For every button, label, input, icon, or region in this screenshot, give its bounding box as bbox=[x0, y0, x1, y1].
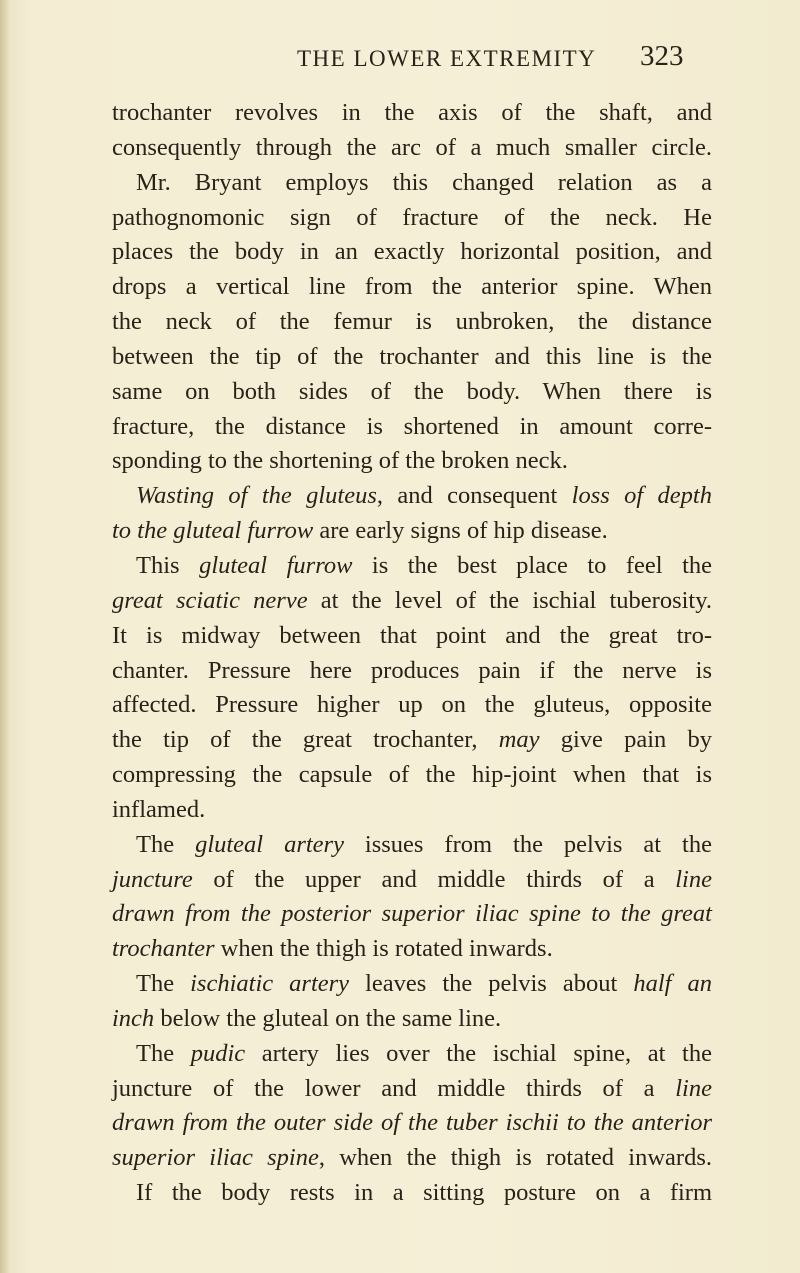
text-run: , and consequent bbox=[376, 482, 572, 510]
text-line: pathognomonic sign of fracture of the neck. He bbox=[112, 203, 712, 231]
italic-term: pudic bbox=[190, 1039, 246, 1067]
italic-term: drawn from the posterior superior iliac spine to the great bbox=[112, 900, 712, 928]
text-line: If the body rests in a sitting posture on a firm bbox=[136, 1179, 712, 1207]
text-run: The bbox=[136, 1039, 191, 1067]
italic-term: drawn from the outer side of the tuber ischii to the anterior bbox=[112, 1109, 712, 1137]
italic-term: Wasting of the gluteus bbox=[136, 482, 377, 510]
text-line bbox=[112, 1106, 712, 1141]
text-line bbox=[112, 967, 712, 1002]
italic-term: gluteal artery bbox=[195, 830, 344, 858]
text-line bbox=[112, 1141, 712, 1176]
text-run: at the level of the ischial tuberosity. bbox=[307, 586, 713, 614]
italic-term: ischiatic artery bbox=[190, 970, 350, 998]
italic-term: loss of depth bbox=[571, 482, 712, 510]
text-line: Mr. Bryant employs this changed relation as a bbox=[136, 168, 712, 196]
text-line: the neck of the femur is unbroken, the distance bbox=[112, 308, 712, 336]
text-line bbox=[112, 932, 712, 967]
text-run: below the gluteal on the same line. bbox=[154, 1004, 502, 1032]
text-line bbox=[112, 897, 712, 932]
italic-term: may bbox=[498, 726, 540, 754]
text-line: fracture, the distance is shortened in amount corre- bbox=[112, 412, 712, 440]
text-run: when the thigh is rotated inwards. bbox=[214, 935, 553, 963]
italic-term: half an bbox=[633, 970, 712, 998]
text-line: It is midway between that point and the great tro- bbox=[112, 621, 712, 649]
text-run: The bbox=[136, 970, 191, 998]
text-line bbox=[112, 723, 712, 758]
italic-term: trochanter bbox=[112, 935, 215, 963]
italic-term: line bbox=[675, 865, 712, 893]
text-run: of the upper and middle thirds of a bbox=[192, 865, 676, 893]
body-text bbox=[112, 96, 712, 1211]
text-line: between the tip of the trochanter and this line is the bbox=[112, 342, 712, 370]
page-gutter-shadow bbox=[0, 0, 10, 1273]
italic-term: gluteal furrow bbox=[199, 551, 353, 579]
running-head: THE LOWER EXTREMITY bbox=[297, 46, 597, 71]
text-line: sponding to the shortening of the broken neck. bbox=[112, 447, 568, 475]
italic-term: line bbox=[675, 1074, 712, 1102]
text-line bbox=[112, 1002, 712, 1037]
text-line: drops a vertical line from the anterior spine. When bbox=[112, 273, 712, 301]
text-line: inflamed. bbox=[112, 795, 206, 823]
text-run: give pain by bbox=[539, 726, 712, 754]
text-run: The bbox=[136, 830, 196, 858]
italic-term: superior iliac spine bbox=[112, 1144, 319, 1172]
text-run: is the best place to feel the bbox=[352, 551, 713, 579]
text-line: affected. Pressure higher up on the gluteus, opposite bbox=[112, 691, 712, 719]
italic-term: inch bbox=[112, 1004, 155, 1032]
page-number: 323 bbox=[640, 40, 684, 72]
text-line bbox=[112, 1037, 712, 1072]
text-run: issues from the pelvis at the bbox=[343, 830, 712, 858]
italic-term: to the gluteal furrow bbox=[112, 517, 314, 545]
text-run: the tip of the great trochanter, bbox=[112, 726, 499, 754]
text-line bbox=[112, 1072, 712, 1107]
text-run: artery lies over the ischial spine, at the bbox=[245, 1039, 712, 1067]
text-run: juncture of the lower and middle thirds of a bbox=[112, 1074, 676, 1102]
text-line bbox=[112, 584, 712, 619]
text-line bbox=[112, 828, 712, 863]
text-run: , when the thigh is rotated inwards. bbox=[318, 1144, 713, 1172]
text-line bbox=[112, 863, 712, 898]
text-line: chanter. Pressure here produces pain if the nerve is bbox=[112, 656, 712, 684]
text-line: compressing the capsule of the hip-joint when that is bbox=[112, 761, 712, 789]
text-line: same on both sides of the body. When there is bbox=[112, 377, 712, 405]
text-run: leaves the pelvis about bbox=[349, 970, 634, 998]
page-header bbox=[0, 40, 800, 80]
text-line: places the body in an exactly horizontal position, and bbox=[112, 238, 712, 266]
text-run: are early signs of hip disease. bbox=[313, 517, 608, 545]
text-line: trochanter revolves in the axis of the shaft, and bbox=[112, 99, 712, 126]
text-run: This bbox=[136, 551, 200, 579]
italic-term: great sciatic nerve bbox=[112, 586, 308, 614]
text-line bbox=[112, 514, 712, 549]
text-line: consequently through the arc of a much smaller circle. bbox=[112, 133, 712, 161]
italic-term: juncture bbox=[112, 865, 193, 893]
text-line bbox=[112, 549, 712, 584]
text-line bbox=[112, 479, 712, 514]
